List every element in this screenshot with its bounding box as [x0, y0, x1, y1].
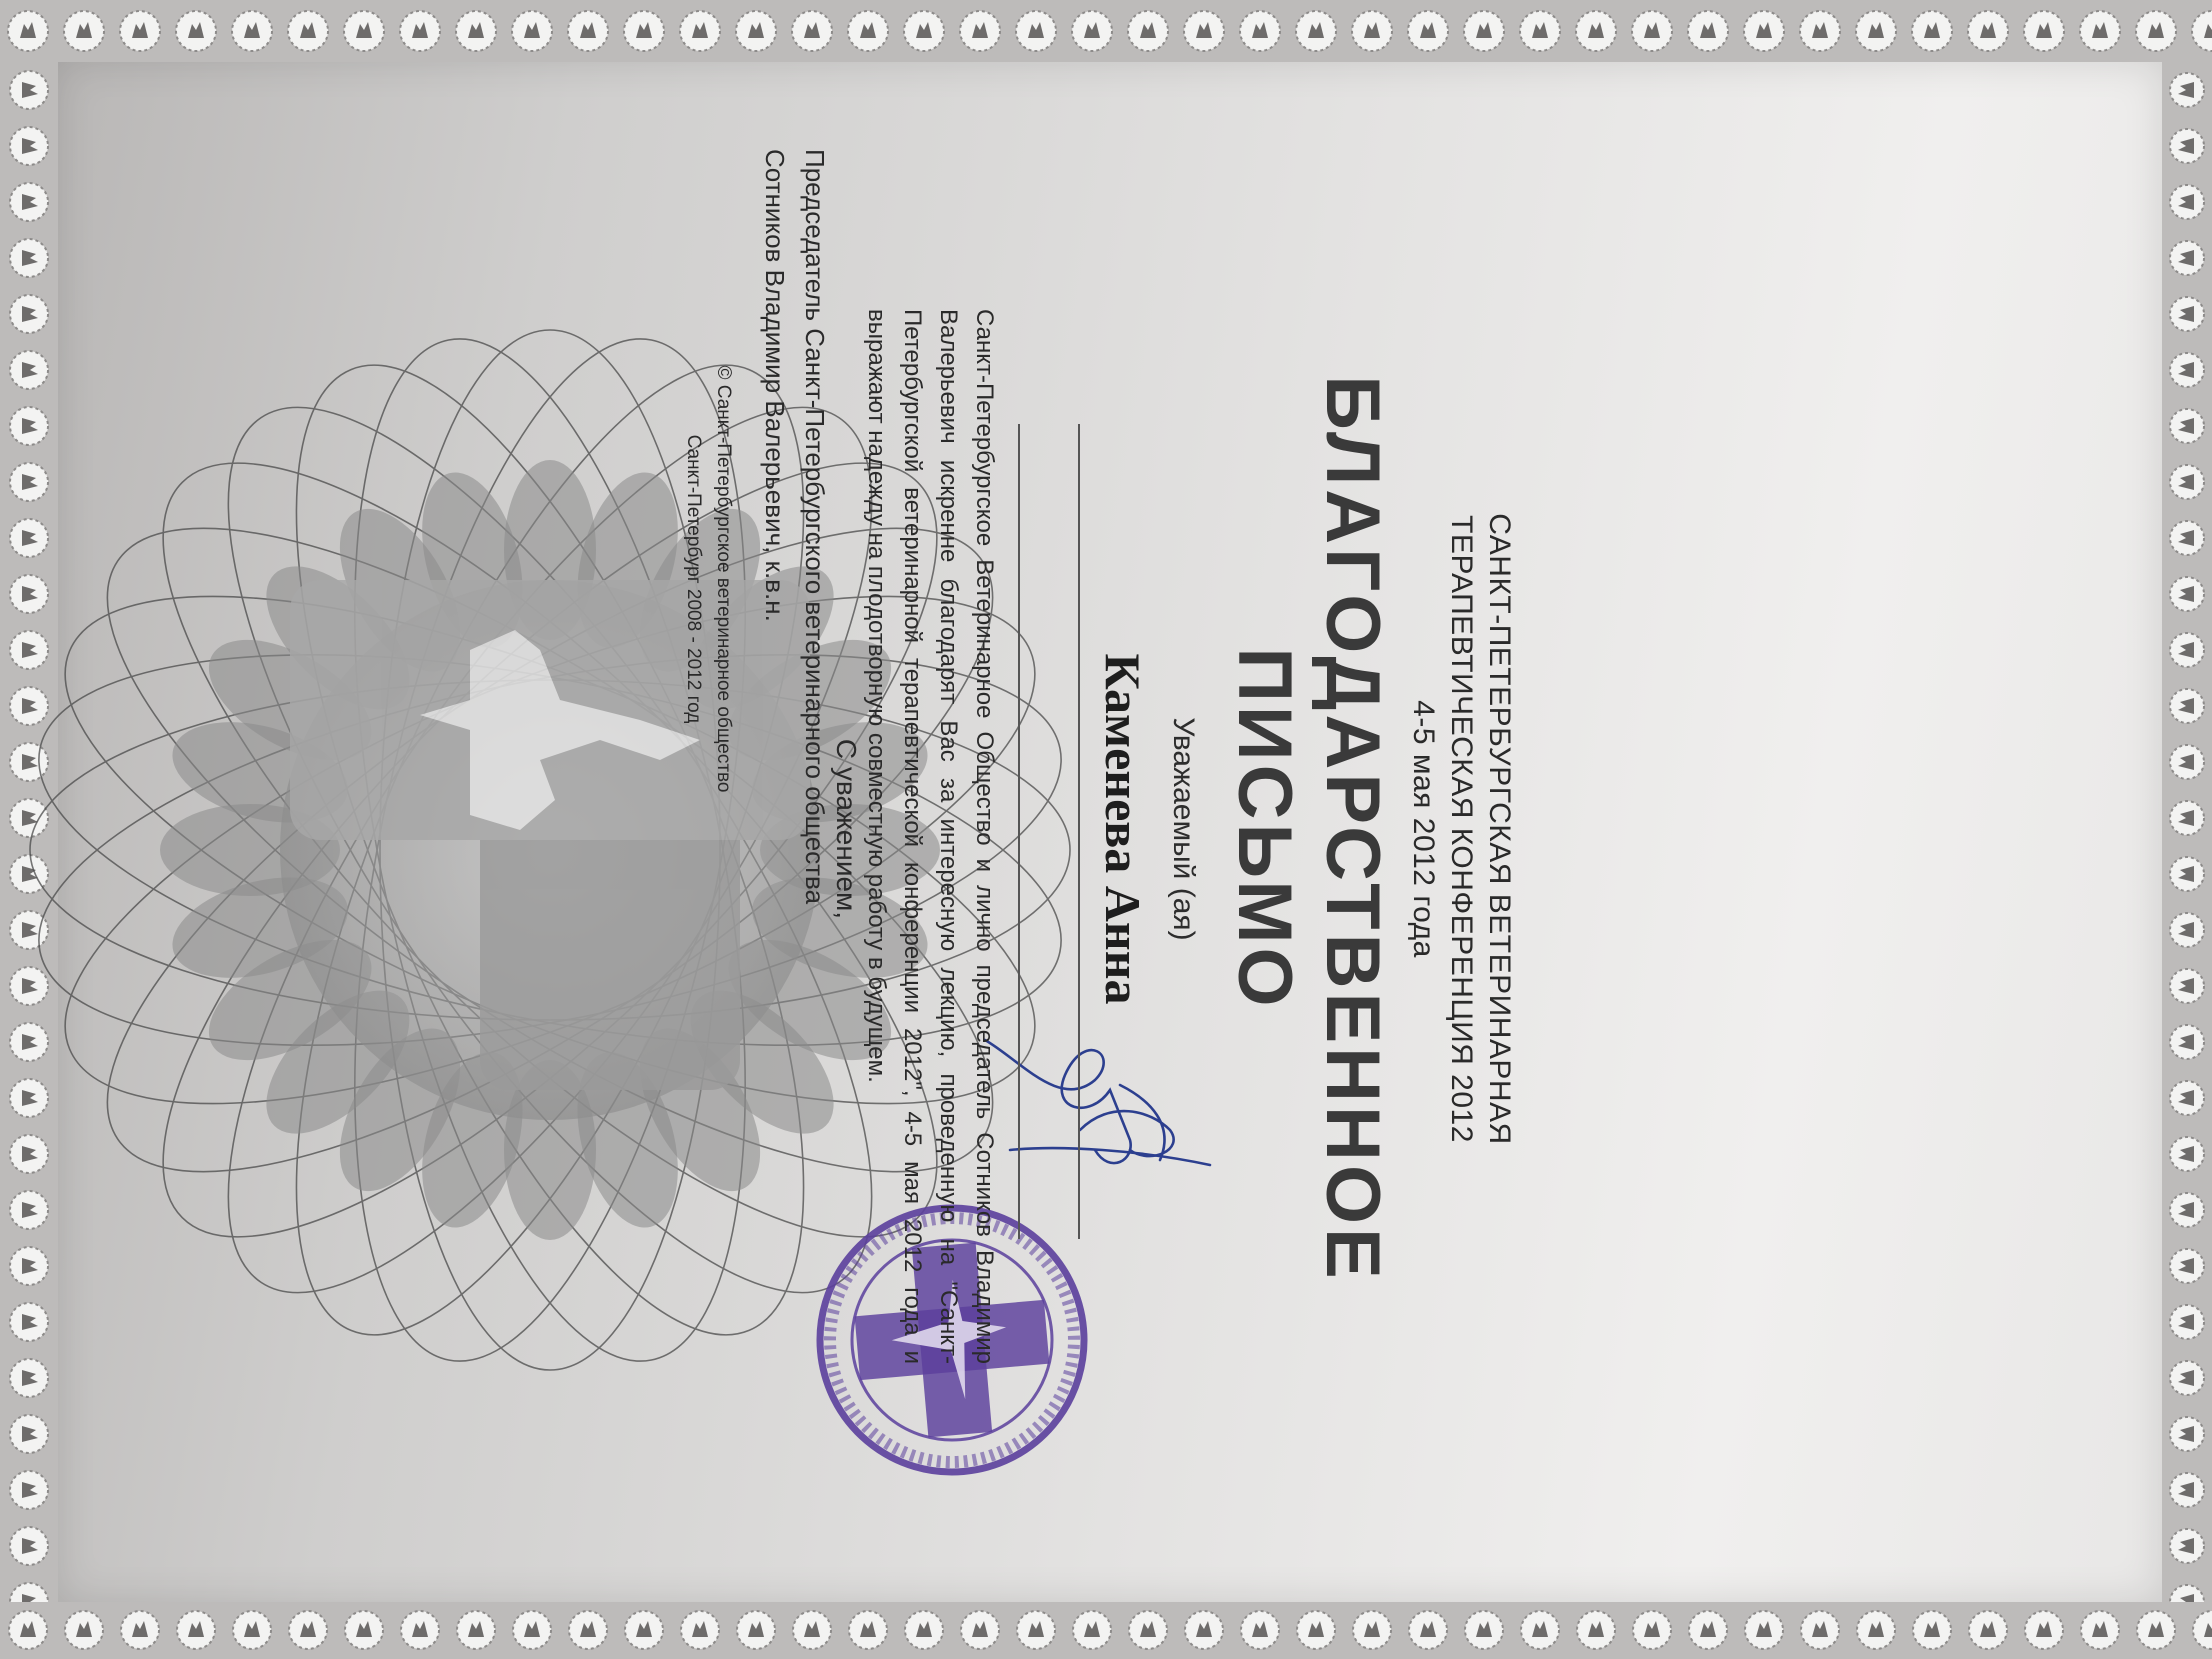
conference-line-1: САНКТ-ПЕТЕРБУРГСКАЯ ВЕТЕРИНАРНАЯ — [1483, 513, 1516, 1145]
conference-dates: 4-5 мая 2012 года — [1407, 700, 1440, 958]
copyright — [678, 319, 738, 839]
recipient-rule-top — [1078, 424, 1080, 1239]
letter-title — [1220, 309, 1396, 1349]
closing-phrase: С уважением, — [831, 738, 862, 920]
salutation: Уважаемый (ая) — [1167, 717, 1200, 941]
copyright-line-2: Санкт-Петербург 2008 - 2012 год — [683, 434, 704, 724]
title-line-2: ПИСЬМО — [1222, 647, 1307, 1011]
letter-content — [656, 79, 1556, 1579]
copyright-line-1: © Санкт-Петербургское ветеринарное общество — [713, 365, 734, 793]
signer-title: Председатель Санкт-Петербургского ветеринарного общества — [800, 149, 830, 905]
conference-header — [1404, 379, 1518, 1279]
recipient-rule-bottom — [1018, 424, 1020, 1239]
recipient-name: Каменева Анна — [1095, 653, 1151, 1005]
conference-line-2: ТЕРАПЕВТИЧЕСКАЯ КОНФЕРЕНЦИЯ 2012 — [1445, 515, 1478, 1143]
title-line-1: БЛАГОДАРСТВЕННОЕ — [1310, 375, 1395, 1283]
signer-name: Сотников Владимир Валерьевич, к.в.н. — [760, 149, 790, 622]
letter-body: Санкт-Петербургское Ветеринарное Общество и лично председатель Сотников Владимир Валерьевич искренне благодарят Вас за интересную лекцию, проведенную на "Санкт-Петербургской ветеринарной терапевтической конференции 2012", 4-5 мая 2012 года и выражают надежду на плодотворную совместную работу в будущем. — [863, 309, 998, 1364]
